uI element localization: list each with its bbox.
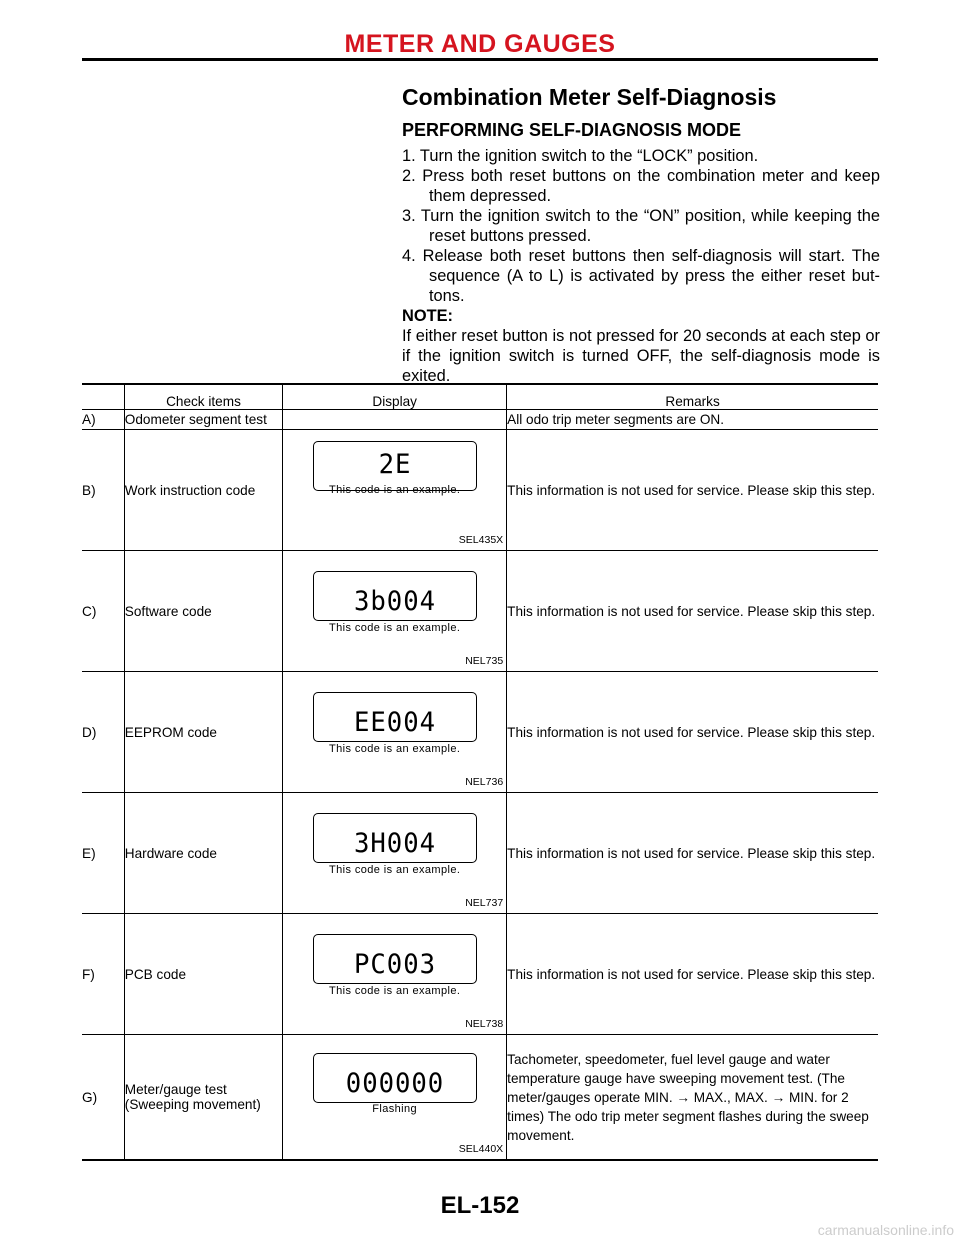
row-letter: A) <box>82 410 124 430</box>
row-display <box>283 793 507 914</box>
step-2: 2. Press both reset buttons on the combination meter and keep them depressed. <box>402 167 880 205</box>
figure-id: SEL440X <box>458 1143 504 1155</box>
row-check-item: PCB code <box>124 914 282 1035</box>
table-row-c <box>82 551 878 672</box>
row-display <box>283 1035 507 1161</box>
self-diagnosis-table <box>82 383 878 1161</box>
lcd-figure <box>283 1035 506 1159</box>
page-header-title: METER AND GAUGES <box>344 30 616 58</box>
lcd-figure <box>283 914 506 1034</box>
table-row-e <box>82 793 878 914</box>
lcd-caption: This code is an example. <box>329 743 461 755</box>
table-row-b <box>82 430 878 551</box>
row-remark: All odo trip meter segments are ON. <box>507 412 725 427</box>
lcd-screen <box>313 692 477 742</box>
figure-id: NEL737 <box>465 897 504 909</box>
lcd-caption: This code is an example. <box>329 985 461 997</box>
figure-id: SEL435X <box>458 534 504 546</box>
section-subtitle: PERFORMING SELF-DIAGNOSIS MODE <box>402 120 742 140</box>
lcd-code: 3b004 <box>354 586 437 617</box>
lcd-caption: Flashing <box>372 1103 418 1115</box>
lcd-screen <box>313 1053 477 1103</box>
header-display: Display <box>283 384 507 410</box>
row-display <box>283 914 507 1035</box>
row-check-item: Work instruction code <box>124 430 282 551</box>
lcd-code: 000000 <box>345 1068 445 1099</box>
header-letter <box>82 384 124 410</box>
lcd-caption: This code is an example. <box>329 622 461 634</box>
row-remark: Tachometer, speedometer, fuel level gauge and water temperature gauge have sweeping movement test. (The meter/gauges operate MIN. → MAX., MAX. → MIN. for 2 times) The odo trip meter segment flashes during the sweep movement. <box>507 1051 869 1143</box>
lcd-figure <box>283 793 506 913</box>
row-check-item: Software code <box>124 551 282 672</box>
note-text: If either reset button is not pressed for 20 seconds at each step or if the ignition switch is turned OFF, the self-diagnosis mode is exited. <box>402 327 880 385</box>
row-check-item: Meter/gauge test (Sweeping movement) <box>124 1035 282 1161</box>
row-display <box>283 672 507 793</box>
row-remark: This information is not used for service. Please skip this step. <box>507 966 876 982</box>
figure-id: NEL735 <box>465 655 504 667</box>
row-letter: C) <box>82 551 124 672</box>
row-remark: This information is not used for service. Please skip this step. <box>507 845 876 861</box>
header-remarks: Remarks <box>665 394 720 409</box>
lcd-code: 3H004 <box>354 828 437 859</box>
self-diagnosis-section <box>402 82 880 386</box>
header-check-items: Check items <box>124 384 282 410</box>
lcd-caption: This code is an example. <box>329 864 461 876</box>
lcd-code: PC003 <box>354 949 437 980</box>
table-row-f <box>82 914 878 1035</box>
row-letter: D) <box>82 672 124 793</box>
row-display <box>283 410 507 430</box>
lcd-code: 2E <box>378 449 412 480</box>
lcd-figure <box>283 551 506 671</box>
table-row-a <box>82 410 878 430</box>
section-title: Combination Meter Self-Diagnosis <box>402 84 777 110</box>
lcd-figure <box>283 672 506 792</box>
lcd-caption: This code is an example. <box>329 484 461 496</box>
page-number: EL-152 <box>440 1192 520 1219</box>
row-check-item: Hardware code <box>124 793 282 914</box>
lcd-figure <box>283 430 506 550</box>
row-display <box>283 551 507 672</box>
header-divider <box>82 58 878 61</box>
row-check-item: Odometer segment test <box>124 410 282 430</box>
note-label: NOTE: <box>402 307 453 325</box>
row-check-item: EEPROM code <box>124 672 282 793</box>
lcd-screen <box>313 813 477 863</box>
lcd-code: EE004 <box>354 707 437 738</box>
lcd-screen <box>313 571 477 621</box>
row-remark: This information is not used for service. Please skip this step. <box>507 482 876 498</box>
row-letter: B) <box>82 430 124 551</box>
row-letter: G) <box>82 1035 124 1161</box>
row-remark: This information is not used for service. Please skip this step. <box>507 603 876 619</box>
figure-id: NEL738 <box>465 1018 504 1030</box>
table-row-d <box>82 672 878 793</box>
step-1: 1. Turn the ignition switch to the “LOCK” position. <box>402 147 759 165</box>
step-3: 3. Turn the ignition switch to the “ON” position, while keeping the reset buttons pressed. <box>402 207 880 245</box>
watermark: carmanualsonline.info <box>817 1222 954 1238</box>
step-4: 4. Release both reset buttons then self-diagnosis will start. The sequence (A to L) is activated by press the either reset but-tons. <box>402 247 880 305</box>
procedure-steps <box>402 146 880 306</box>
row-display <box>283 430 507 551</box>
row-letter: E) <box>82 793 124 914</box>
table-row-g <box>82 1035 878 1161</box>
figure-id: NEL736 <box>465 776 504 788</box>
table-header-row <box>82 384 878 410</box>
row-letter: F) <box>82 914 124 1035</box>
row-remark: This information is not used for service. Please skip this step. <box>507 724 876 740</box>
lcd-screen <box>313 934 477 984</box>
